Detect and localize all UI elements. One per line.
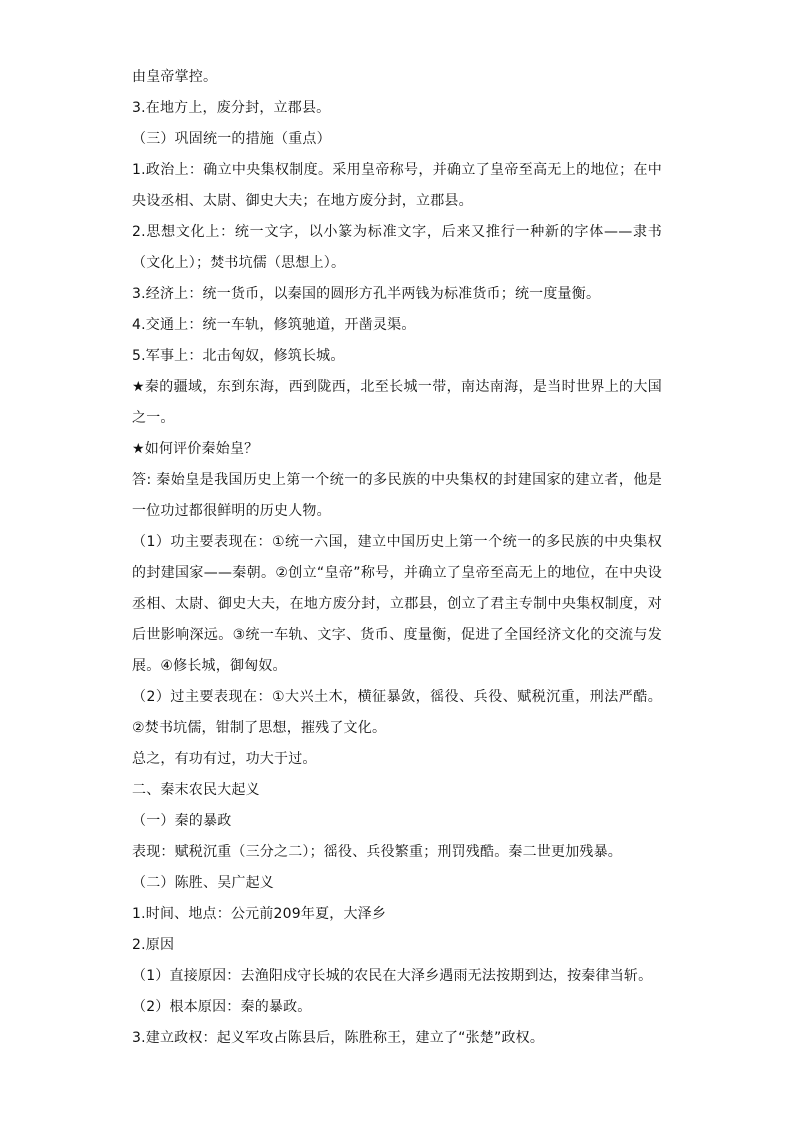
paragraph: 5.军事上：北击匈奴，修筑长城。: [132, 348, 345, 364]
paragraph: 2.思想文化上：统一文字，以小篆为标准文字，后来又推行一种新的字体——隶书（文化上）；焚书坑儒（思想上）。: [132, 224, 662, 271]
paragraph: 1.政治上：确立中央集权制度。采用皇帝称号，并确立了皇帝至高无上的地位；在中央设丞相、太尉、御史大夫；在地方废分封，立郡县。: [132, 162, 662, 209]
paragraph: 2.原因: [132, 937, 175, 953]
paragraph: 总之，有功有过，功大于过。: [132, 751, 317, 767]
section-heading: （一）秦的暴政: [132, 813, 232, 829]
paragraph: 3.建立政权：起义军攻占陈县后，陈胜称王，建立了“张楚”政权。: [132, 1030, 545, 1046]
paragraph: 3.经济上：统一货币，以秦国的圆形方孔半两钱为标准货币；统一度量衡。: [132, 286, 601, 302]
document-body: [132, 62, 662, 1054]
paragraph: （1）直接原因：去渔阳戍守长城的农民在大泽乡遇雨无法按期到达，按秦律当斩。: [132, 968, 653, 984]
paragraph: （2）过主要表现在：①大兴土木，横征暴敛，徭役、兵役、赋税沉重，刑法严酷。②焚书坑儒，钳制了思想，摧残了文化。: [132, 689, 662, 736]
paragraph: ★秦的疆域，东到东海，西到陇西，北至长城一带，南达南海，是当时世界上的大国之一。: [132, 379, 662, 426]
paragraph: 表现：赋税沉重（三分之二）；徭役、兵役繁重；刑罚残酷。秦二世更加残暴。: [132, 844, 622, 860]
paragraph: 3.在地方上，废分封，立郡县。: [132, 100, 331, 116]
paragraph: ★如何评价秦始皇？: [132, 441, 259, 457]
paragraph: 答: 秦始皇是我国历史上第一个统一的多民族的中央集权的封建国家的建立者，他是一位功过都很鲜明的历史人物。: [132, 472, 662, 519]
section-heading: （二）陈胜、吴广起义: [132, 875, 274, 891]
paragraph: 4.交通上：统一车轨，修筑驰道，开凿灵渠。: [132, 317, 416, 333]
section-heading: （三）巩固统一的措施（重点）: [132, 131, 331, 147]
section-heading: 二、秦末农民大起义: [132, 782, 260, 798]
paragraph: （1）功主要表现在：①统一六国，建立中国历史上第一个统一的多民族的中央集权的封建国家——秦朝。②创立“皇帝”称号，并确立了皇帝至高无上的地位，在中央设丞相、太尉、御史大夫，在地方废分封，立郡县，创立了君主专制中央集权制度，对后世影响深远。③统一车轨、文字、货币、度量衡，促进了全国经济文化的交流与发展。④修长城，御匈奴。: [132, 534, 662, 674]
paragraph: 1.时间、地点：公元前209年夏，大泽乡: [132, 906, 387, 922]
paragraph: 由皇帝掌控。: [132, 69, 218, 85]
paragraph: （2）根本原因：秦的暴政。: [132, 999, 312, 1015]
